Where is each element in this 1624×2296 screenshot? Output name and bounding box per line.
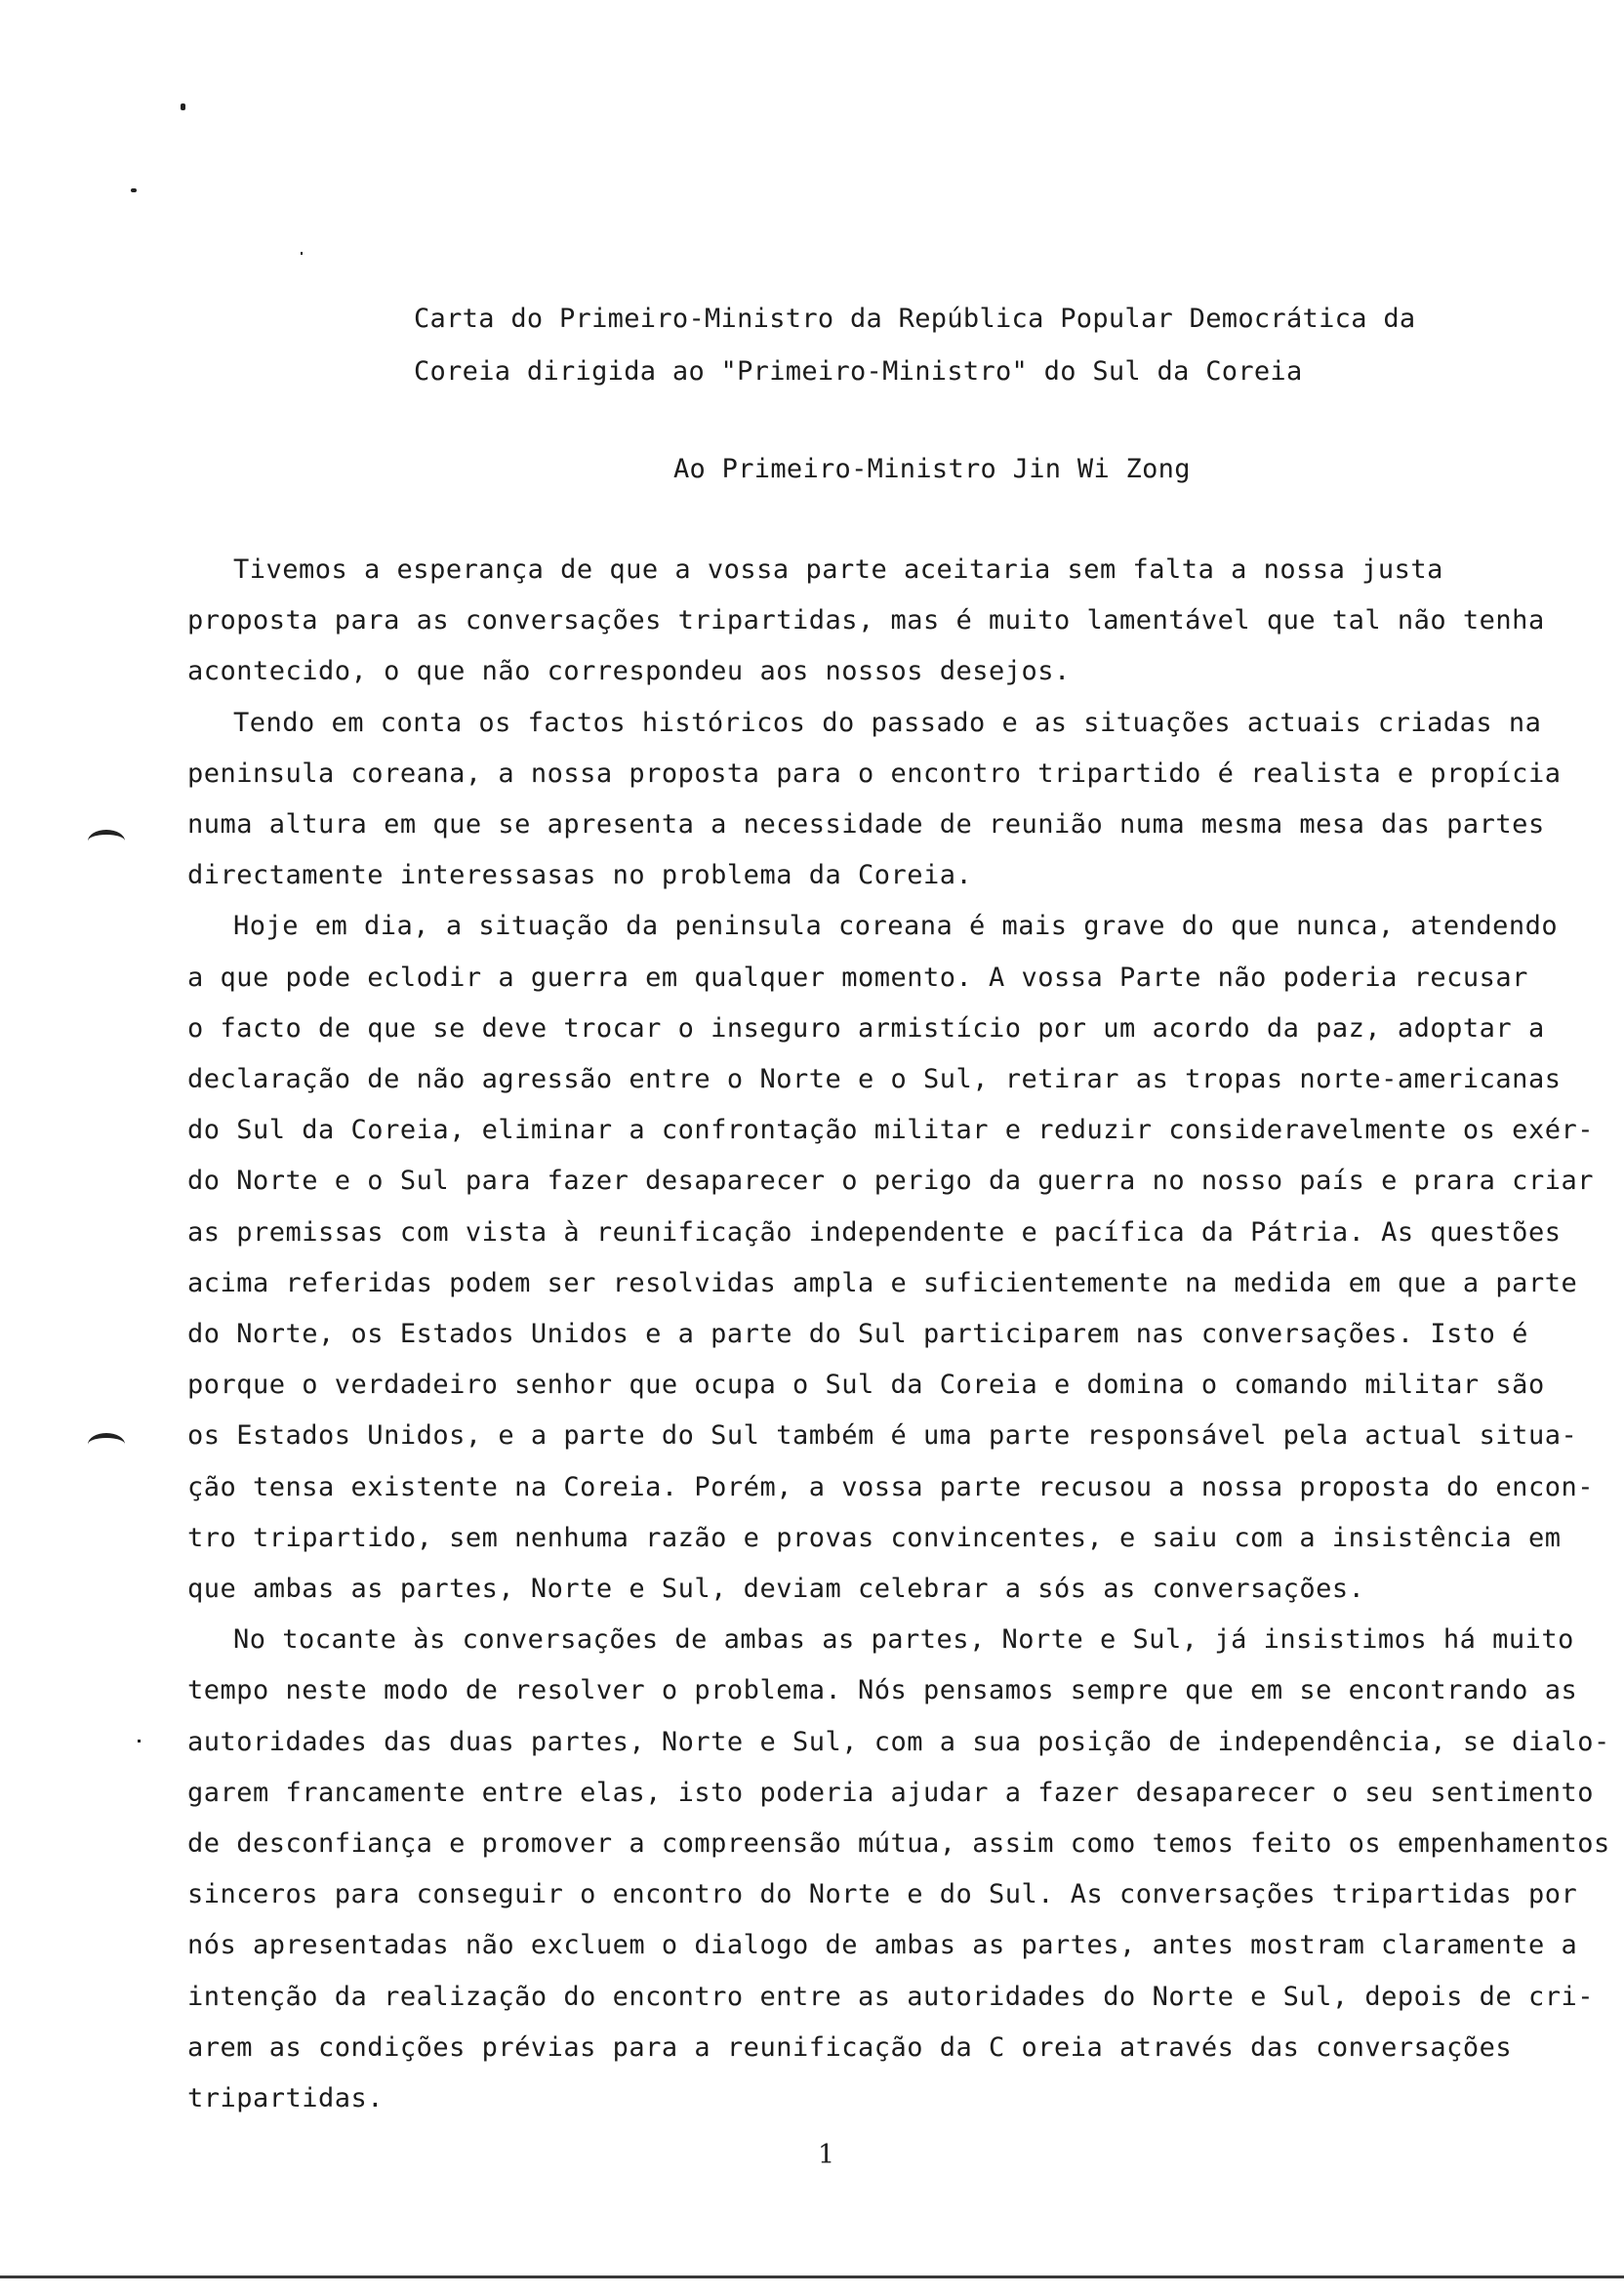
text-line: declaração de não agressão entre o Norte e o Sul, retirar as tropas norte-americanas (187, 1064, 1562, 1095)
text-line: Tendo em conta os factos históricos do passado e as situações actuais criadas na (233, 707, 1542, 738)
text-line: directamente interessasas no problema da Coreia. (187, 860, 973, 891)
text-line: os Estados Unidos, e a parte do Sul também é uma parte responsável pela actual situa- (187, 1420, 1578, 1452)
text-line: que ambas as partes, Norte e Sul, deviam celebrar a sós as conversações. (187, 1574, 1365, 1605)
letter-addressee: Ao Primeiro-Ministro Jin Wi Zong (673, 454, 1191, 484)
paragraph-1 (187, 545, 1593, 698)
text-line: sinceros para conseguir o encontro do Norte e do Sul. As conversações tripartidas por (187, 1879, 1578, 1910)
text-line: de desconfiança e promover a compreensão mútua, assim como temos feito os empenhamentos (187, 1828, 1610, 1860)
text-line: arem as condições prévias para a reunificação da C oreia através das conversações (187, 2031, 1513, 2063)
text-line: acontecido, o que não correspondeu aos nossos desejos. (187, 656, 1071, 687)
punch-hole-mark (88, 1433, 125, 1456)
scan-speck (301, 252, 303, 255)
text-line: do Norte, os Estados Unidos e a parte do Sul participarem nas conversações. Isto é (187, 1319, 1528, 1350)
text-line: tripartidas. (187, 2083, 385, 2114)
scan-speck (181, 103, 185, 110)
text-line: autoridades das duas partes, Norte e Sul, com a sua posição de independência, se dialo- (187, 1726, 1610, 1757)
text-line: peninsula coreana, a nossa proposta para o encontro tripartido é realista e propícia (187, 758, 1562, 789)
title-line-2: Coreia dirigida ao "Primeiro-Ministro" do Sul da Coreia (414, 356, 1303, 387)
text-line: acima referidas podem ser resolvidas ampla e suficientemente na medida em que a parte (187, 1267, 1578, 1298)
text-line: nós apresentadas não excluem o dialogo de ambas as partes, antes mostram claramente a (187, 1930, 1578, 1961)
text-line: No tocante às conversações de ambas as partes, Norte e Sul, já insistimos há muito (233, 1624, 1574, 1656)
punch-hole-mark (88, 830, 125, 852)
letter-body (187, 545, 1610, 2124)
text-line: proposta para as conversações tripartidas, mas é muito lamentável que tal não tenha (187, 605, 1545, 636)
page-number: 1 (818, 2140, 835, 2170)
text-line: as premissas com vista à reunificação independente e pacífica da Pátria. As questões (187, 1216, 1562, 1248)
text-line: do Norte e o Sul para fazer desaparecer o perigo da guerra no nosso país e prara criar (187, 1166, 1594, 1197)
scan-speck (131, 188, 137, 192)
text-line: porque o verdadeiro senhor que ocupa o Sul da Coreia e domina o comando militar são (187, 1370, 1545, 1401)
text-line: numa altura em que se apresenta a necessidade de reunião numa mesma mesa das partes (187, 809, 1545, 840)
scan-speck (138, 1740, 141, 1742)
text-line: intenção da realização do encontro entre as autoridades do Norte e Sul, depois de cri- (187, 1981, 1594, 2012)
paragraph-4 (187, 1615, 1610, 2124)
text-line: a que pode eclodir a guerra em qualquer momento. A vossa Parte não poderia recusar (187, 962, 1528, 993)
text-line: o facto de que se deve trocar o inseguro armistício por um acordo da paz, adoptar a (187, 1012, 1545, 1044)
text-line: ção tensa existente na Coreia. Porém, a vossa parte recusou a nossa proposta do encon- (187, 1471, 1594, 1502)
paragraph-2 (187, 698, 1593, 902)
text-line: garem francamente entre elas, isto poderia ajudar a fazer desaparecer o seu sentimento (187, 1777, 1594, 1808)
text-line: tro tripartido, sem nenhuma razão e provas convincentes, e saiu com a insistência em (187, 1522, 1562, 1553)
text-line: Hoje em dia, a situação da peninsula coreana é mais grave do que nunca, atendendo (233, 911, 1559, 942)
page-bottom-rule (0, 2276, 1624, 2278)
letter-title (414, 293, 1487, 398)
paragraph-3 (187, 901, 1593, 1615)
text-line: Tivemos a esperança de que a vossa parte aceitaria sem falta a nossa justa (233, 554, 1443, 585)
text-line: do Sul da Coreia, eliminar a confrontação militar e reduzir consideravelmente os exér- (187, 1115, 1594, 1146)
text-line: tempo neste modo de resolver o problema. Nós pensamos sempre que em se encontrando as (187, 1675, 1578, 1706)
title-line-1: Carta do Primeiro-Ministro da República Popular Democrática da (414, 304, 1416, 334)
